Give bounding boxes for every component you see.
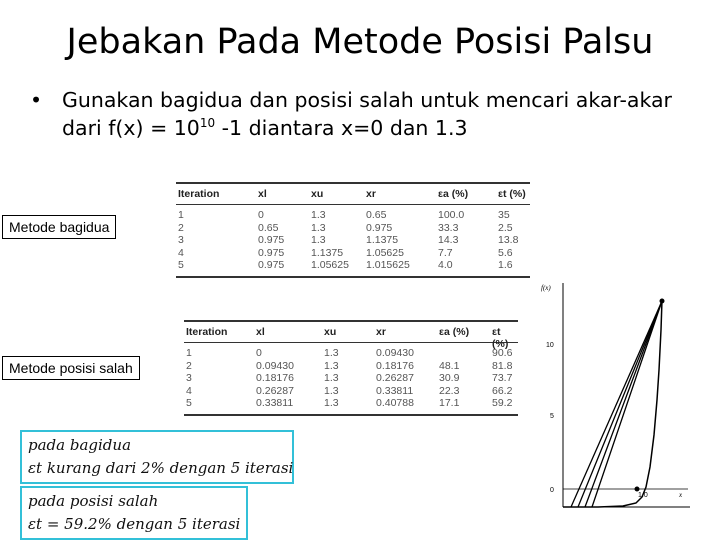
table-cell: 1.1375 [311,246,344,259]
table-cell: 1.3 [324,397,339,409]
table-header-cell: εa (%) [439,326,470,338]
table-cell: 0.975 [258,259,285,271]
bullet-exponent: 10 [199,116,216,131]
table-cell: 1.3 [324,372,339,384]
plot-x-tick-x: x [679,491,683,499]
table-cell: 1.3 [311,221,326,234]
table-cell: 0.09430 [256,359,294,372]
table-cell: 0.33811 [376,384,414,397]
table-cell: 4.0 [438,259,453,271]
table-header-rule [184,342,518,343]
table-cell: 1.6 [498,259,513,271]
note-bisection [20,430,294,484]
table-cell: 0.09430 [376,347,414,359]
table-cell: 0.65 [366,209,387,221]
table-cell: 0.40788 [376,397,414,409]
table-header-rule [176,204,530,205]
label-false-position: Metode posisi salah [2,356,140,380]
table-cell: 0.975 [258,234,285,246]
table-header-cell: xu [311,188,324,200]
table-cell: 1.3 [324,384,339,397]
plot-point-top [660,299,665,304]
table-cell: 1.05625 [311,259,349,271]
table-top-rule [176,182,530,184]
plot-secant-3 [585,301,662,507]
table-cell: 5 [178,259,184,271]
table-header-cell: εa (%) [438,188,469,200]
plot-curve [563,300,662,507]
table-cell: 35 [498,209,510,221]
bullet-text [62,86,682,142]
function-plot [538,275,700,537]
table-cell: 81.8 [492,359,513,372]
table-cell: 0.18176 [376,359,414,372]
table-header-cell: εt (%) [498,188,526,200]
table-cell: 0.26287 [256,384,294,397]
table-cell: 1.3 [311,234,326,246]
table-cell: 1.3 [311,209,326,221]
bullet-dot: • [30,88,43,112]
table-cell: 48.1 [439,359,460,372]
table-cell: 14.3 [438,234,459,246]
plot-y-label: f(x) [541,284,551,292]
table-cell: 0.33811 [256,397,294,409]
plot-y-tick-5: 5 [550,413,554,420]
table-cell: 2 [186,359,192,372]
bisection-table [176,182,530,278]
table-cell: 4 [186,384,192,397]
table-cell: 100.0 [438,209,465,221]
table-cell: 3 [186,372,192,384]
table-header-cell: Iteration [178,188,220,200]
table-cell: 1.1375 [366,234,399,246]
table-cell: 66.2 [492,384,513,397]
plot-y-tick-10: 10 [546,342,554,349]
note-false-line2: εt = 59.2% dengan 5 iterasi [28,515,241,533]
note-bisection-line1: pada bagidua [28,436,132,454]
table-cell: 7.7 [438,246,453,259]
table-cell: 59.2 [492,397,513,409]
table-cell: 90.6 [492,347,513,359]
table-cell: 0.18176 [256,372,294,384]
table-cell: 73.7 [492,372,513,384]
table-cell: 0.975 [366,221,393,234]
table-cell: 0.26287 [376,372,414,384]
plot-secant-4 [592,301,662,507]
table-cell: 22.3 [439,384,460,397]
table-cell: 0.975 [258,246,285,259]
table-cell: 2.5 [498,221,513,234]
table-cell: 4 [178,246,184,259]
table-cell: 17.1 [439,397,460,409]
table-cell: 1 [186,347,192,359]
table-top-rule [184,320,518,322]
note-false-position [20,486,248,540]
table-header-cell: xr [366,188,376,200]
table-cell: 0.65 [258,221,279,234]
table-cell: 33.3 [438,221,459,234]
slide-title: Jebakan Pada Metode Posisi Palsu [66,22,654,62]
false-position-table [184,320,518,416]
table-header-cell: Iteration [186,326,228,338]
table-header-cell: xu [324,326,337,338]
plot-x-tick-1: 1.0 [638,492,648,499]
table-cell: 13.8 [498,234,519,246]
table-cell: 1 [178,209,184,221]
table-cell: 5 [186,397,192,409]
note-false-line1: pada posisi salah [28,492,159,510]
plot-y-tick-0: 0 [550,487,554,494]
table-header-cell: εt (%) [492,326,509,350]
table-cell: 30.9 [439,372,460,384]
table-cell: 0 [258,209,264,221]
table-bottom-rule [176,276,530,278]
label-bisection: Metode bagidua [2,215,116,239]
table-cell: 1.3 [324,347,339,359]
table-header-cell: xl [258,188,267,200]
table-cell: 3 [178,234,184,246]
plot-point-root [635,487,640,492]
table-cell: 1.015625 [366,259,410,271]
table-cell: 2 [178,221,184,234]
table-cell: 1.05625 [366,246,404,259]
table-header-cell: xl [256,326,265,338]
bullet-text-main: Gunakan bagidua dan posisi salah untuk mencari akar-akar dari f(x) = 10 [62,88,672,140]
table-cell: 1.3 [324,359,339,372]
table-header-cell: xr [376,326,386,338]
note-bisection-line2: εt kurang dari 2% dengan 5 iterasi [28,459,294,477]
plot-secant-2 [578,301,662,507]
table-cell: 5.6 [498,246,513,259]
bullet-text-tail: -1 diantara x=0 dan 1.3 [215,116,468,140]
table-cell: 0 [256,347,262,359]
table-bottom-rule [184,414,518,416]
